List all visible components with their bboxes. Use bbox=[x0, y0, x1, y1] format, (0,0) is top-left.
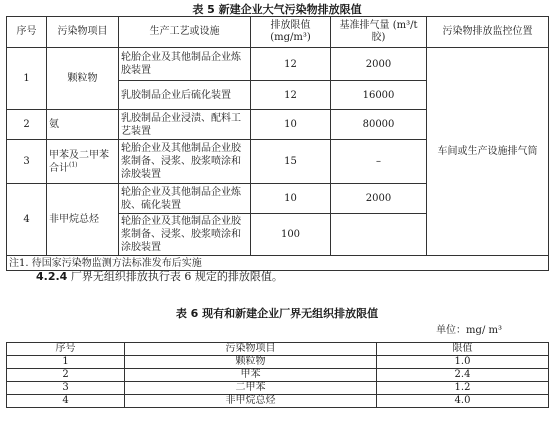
cell-limit: 15 bbox=[251, 140, 331, 184]
cell-limit: 1.2 bbox=[377, 382, 549, 395]
cell-process: 乳胶制品企业浸渍、配料工艺装置 bbox=[119, 110, 251, 140]
table6-header-row bbox=[7, 343, 549, 356]
cell-process: 轮胎企业及其他制品企业炼胶装置 bbox=[119, 48, 251, 81]
table6-unit: 单位：mg/ m³ bbox=[436, 325, 502, 336]
table-row bbox=[7, 48, 549, 81]
cell-airflow: 2000 bbox=[331, 184, 427, 214]
cell-pollutant: 二甲苯 bbox=[125, 382, 377, 395]
table6 bbox=[6, 342, 549, 408]
table5-caption: 表 5 新建企业大气污染物排放限值 bbox=[192, 3, 362, 16]
cell-pollutant: 非甲烷总烃 bbox=[47, 184, 119, 256]
table5-note: 注1. 待国家污染物监测方法标准发布后实施 bbox=[7, 256, 549, 271]
cell-seq: 4 bbox=[7, 395, 125, 408]
table-row bbox=[7, 382, 549, 395]
cell-process: 轮胎企业及其他制品企业炼胶、硫化装置 bbox=[119, 184, 251, 214]
table-row bbox=[7, 369, 549, 382]
header-limit: 排放限值 (mg/m³) bbox=[251, 17, 331, 48]
header-pollutant: 污染物项目 bbox=[47, 17, 119, 48]
cell-pollutant bbox=[47, 140, 119, 184]
cell-seq: 2 bbox=[7, 369, 125, 382]
header-seq: 序号 bbox=[7, 343, 125, 356]
cell-pollutant: 颗粒物 bbox=[47, 48, 119, 110]
table5-header-row bbox=[7, 17, 549, 48]
cell-monitor: 车间或生产设施排气筒 bbox=[427, 48, 549, 256]
cell-pollutant: 甲苯 bbox=[125, 369, 377, 382]
cell-limit: 10 bbox=[251, 184, 331, 214]
header-monitor: 污染物排放监控位置 bbox=[427, 17, 549, 48]
cell-process: 乳胶制品企业后硫化装置 bbox=[119, 81, 251, 110]
cell-airflow: – bbox=[331, 140, 427, 184]
section-number: 4.2.4 bbox=[36, 270, 68, 283]
footnote-marker: (1) bbox=[69, 161, 78, 169]
paragraph-text: 厂界无组织排放执行表 6 规定的排放限值。 bbox=[67, 270, 283, 283]
cell-process: 轮胎企业及其他制品企业胶浆制备、浸浆、胶浆喷涂和涂胶装置 bbox=[119, 140, 251, 184]
paragraph-4-2-4 bbox=[36, 268, 283, 284]
header-process: 生产工艺或设施 bbox=[119, 17, 251, 48]
cell-seq: 4 bbox=[7, 184, 47, 256]
header-airflow: 基准排气量 (m³/t胶) bbox=[331, 17, 427, 48]
cell-seq: 3 bbox=[7, 382, 125, 395]
table-row bbox=[7, 395, 549, 408]
cell-seq: 1 bbox=[7, 356, 125, 369]
pollutant-text: 甲苯及二甲苯合计 bbox=[49, 149, 109, 174]
table-row bbox=[7, 356, 549, 369]
cell-seq: 1 bbox=[7, 48, 47, 110]
cell-airflow: 2000 bbox=[331, 48, 427, 81]
cell-process: 轮胎企业及其他制品企业胶浆制备、浸浆、胶浆喷涂和涂胶装置 bbox=[119, 214, 251, 256]
cell-airflow: 80000 bbox=[331, 110, 427, 140]
cell-pollutant: 氨 bbox=[47, 110, 119, 140]
cell-limit: 10 bbox=[251, 110, 331, 140]
cell-seq: 3 bbox=[7, 140, 47, 184]
header-pollutant: 污染物项目 bbox=[125, 343, 377, 356]
cell-limit: 2.4 bbox=[377, 369, 549, 382]
cell-limit: 100 bbox=[251, 214, 331, 256]
cell-pollutant: 非甲烷总烃 bbox=[125, 395, 377, 408]
cell-pollutant: 颗粒物 bbox=[125, 356, 377, 369]
cell-airflow bbox=[331, 214, 427, 256]
cell-airflow: 16000 bbox=[331, 81, 427, 110]
cell-limit: 1.0 bbox=[377, 356, 549, 369]
cell-limit: 4.0 bbox=[377, 395, 549, 408]
cell-limit: 12 bbox=[251, 48, 331, 81]
table5 bbox=[6, 16, 549, 271]
cell-seq: 2 bbox=[7, 110, 47, 140]
cell-limit: 12 bbox=[251, 81, 331, 110]
table6-caption: 表 6 现有和新建企业厂界无组织排放限值 bbox=[175, 307, 379, 320]
header-seq: 序号 bbox=[7, 17, 47, 48]
header-limit: 限值 bbox=[377, 343, 549, 356]
